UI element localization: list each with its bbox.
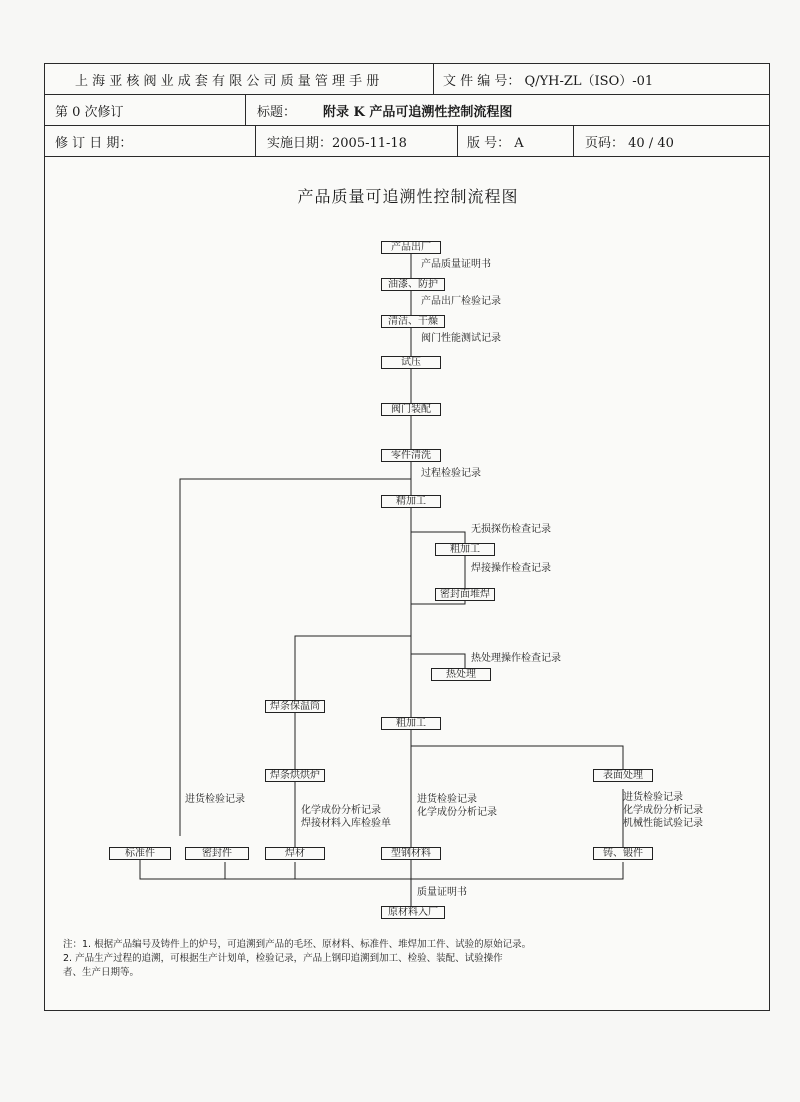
node-pressure-test: 试压 xyxy=(381,356,441,369)
page-number: 页码： 40 / 40 xyxy=(585,135,674,151)
node-product-shipment: 产品出厂 xyxy=(381,241,441,254)
record-chemical-analysis-cast: 化学成份分析记录 xyxy=(623,805,703,816)
record-heat-treatment: 热处理操作检查记录 xyxy=(471,653,561,664)
manual-page xyxy=(44,63,770,1011)
implementation-date: 实施日期：2005-11-18 xyxy=(267,135,407,151)
record-incoming-inspection-left: 进货检验记录 xyxy=(185,794,245,805)
footnote-3: 者、生产日期等。 xyxy=(63,967,140,978)
node-cleaning-drying: 清洁、干燥 xyxy=(381,315,445,328)
node-painting-protection: 油漆、防护 xyxy=(381,278,445,291)
footnote-1: 注：1. 根据产品编号及铸件上的炉号，可追溯到产品的毛坯、原材料、标准件、堆焊加工件、试验的原始记录。 xyxy=(63,939,532,950)
record-process-inspection: 过程检验记录 xyxy=(421,468,481,479)
record-material-certificate: 质量证明书 xyxy=(417,887,467,898)
node-parts-cleaning: 零件清洗 xyxy=(381,449,441,462)
node-welding-materials: 焊材 xyxy=(265,847,325,860)
record-chemical-analysis-weld: 化学成份分析记录 xyxy=(301,805,381,816)
record-valve-performance: 阀门性能测试记录 xyxy=(421,333,501,344)
node-steel-materials: 型钢材料 xyxy=(381,847,441,860)
node-standard-parts: 标准件 xyxy=(109,847,171,860)
revision-number: 第 0 次修订 xyxy=(55,104,124,120)
node-rough-machining-2: 粗加工 xyxy=(381,717,441,730)
record-incoming-inspection-steel: 进货检验记录 xyxy=(417,794,477,805)
document-title: 附录 K 产品可追溯性控制流程图 xyxy=(323,104,513,120)
node-electrode-oven: 焊条烘烘炉 xyxy=(265,769,325,782)
node-valve-assembly: 阀门装配 xyxy=(381,403,441,416)
node-raw-material-intake: 原材料入厂 xyxy=(381,906,445,919)
footnote-2: 2. 产品生产过程的追溯，可根据生产计划单，检验记录，产品上钢印追溯到加工、检验、装配、试验操作 xyxy=(63,953,503,964)
record-incoming-inspection-cast: 进货检验记录 xyxy=(623,792,683,803)
record-quality-certificate: 产品质量证明书 xyxy=(421,259,491,270)
revision-date: 修 订 日 期： xyxy=(55,135,133,151)
flow-connectors xyxy=(45,64,771,1012)
record-ndt-inspection: 无损探伤检查记录 xyxy=(471,524,551,535)
node-seals: 密封件 xyxy=(185,847,249,860)
title-label: 标题： xyxy=(257,104,297,120)
company-name: 上 海 亚 核 阀 业 成 套 有 限 公 司 质 量 管 理 手 册 xyxy=(75,73,380,89)
node-castings-forgings: 铸、锻件 xyxy=(593,847,653,860)
record-factory-inspection: 产品出厂检验记录 xyxy=(421,296,501,307)
chart-title: 产品质量可追溯性控制流程图 xyxy=(297,187,519,206)
node-seal-overlay-welding: 密封面堆焊 xyxy=(435,588,495,601)
record-chemical-analysis-steel: 化学成份分析记录 xyxy=(417,807,497,818)
surface-branch-line xyxy=(411,746,623,776)
node-electrode-holder: 焊条保温筒 xyxy=(265,700,325,713)
record-weld-material-storage: 焊接材料入库检验单 xyxy=(301,818,391,829)
node-surface-treatment: 表面处理 xyxy=(593,769,653,782)
node-finish-machining: 精加工 xyxy=(381,495,441,508)
node-heat-treatment: 热处理 xyxy=(431,668,491,681)
node-rough-machining: 粗加工 xyxy=(435,543,495,556)
record-welding-operation: 焊接操作检查记录 xyxy=(471,563,551,574)
footnotes xyxy=(63,938,531,980)
record-mechanical-test: 机械性能试验记录 xyxy=(623,818,703,829)
document-number: 文 件 编 号： Q/YH-ZL（ISO）-01 xyxy=(443,73,654,89)
version-number: 版 号： A xyxy=(467,135,524,151)
